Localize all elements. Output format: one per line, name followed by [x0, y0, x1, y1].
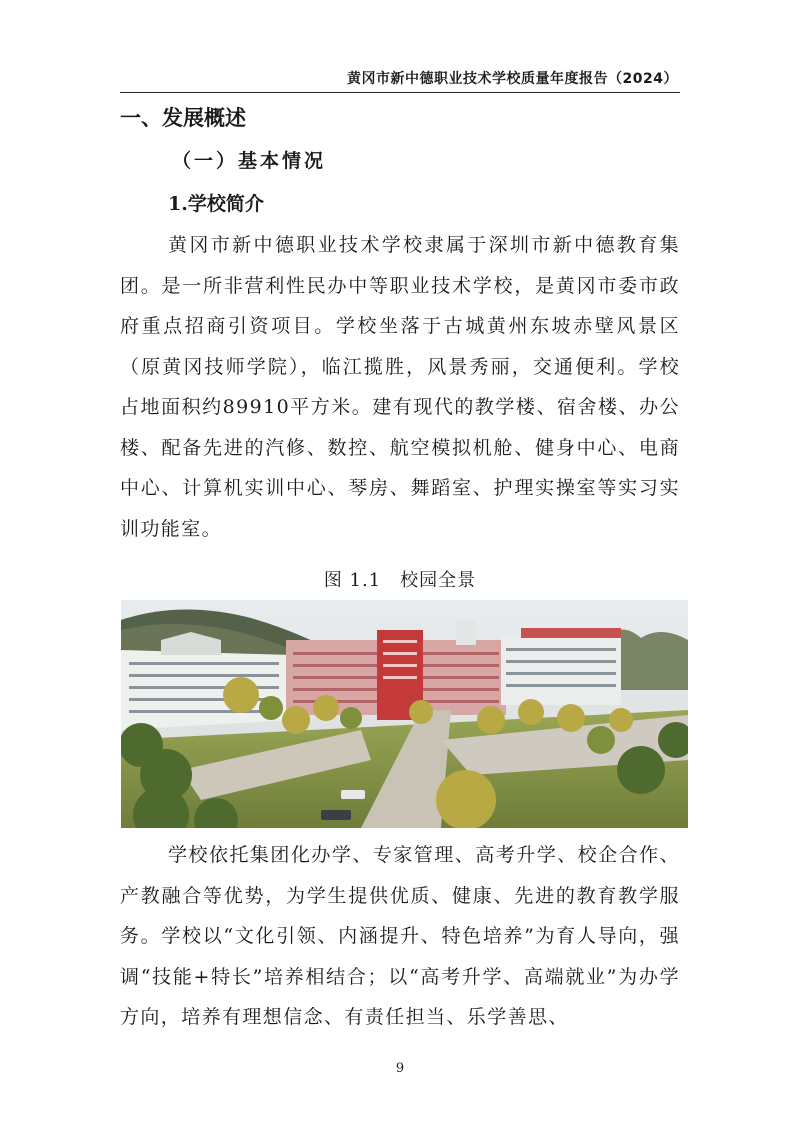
- section-heading: 一、发展概述: [120, 106, 246, 130]
- second-paragraph: 学校依托集团化办学、专家管理、高考升学、校企合作、产教融合等优势，为学生提供优质、健康、先进的教育教学服务。学校以“文化引领、内涵提升、特色培养”为育人导向，强调“技能+特长”培养相结合；以“高考升学、高端就业”为办学方向，培养有理想信念、有责任担当、乐学善思、: [120, 844, 680, 1028]
- figure-caption: 图 1.1 校园全景: [323, 570, 477, 591]
- subsection-heading: （一）基本情况: [172, 150, 327, 172]
- header-title: 黄冈市新中德职业技术学校质量年度报告（2024）: [347, 71, 678, 87]
- page-number: 9: [395, 1061, 405, 1076]
- running-header: [120, 66, 680, 93]
- campus-panorama-photo: [121, 600, 688, 828]
- subsubsection-heading: 1.学校简介: [168, 193, 264, 215]
- intro-paragraph: 黄冈市新中德职业技术学校隶属于深圳市新中德教育集团。是一所非营利性民办中等职业技术学校，是黄冈市委市政府重点招商引资项目。学校坐落于古城黄州东坡赤壁风景区（原黄冈技师学院），临江揽胜，风景秀丽，交通便利。学校占地面积约89910平方米。建有现代的教学楼、宿舍楼、办公楼、配备先进的汽修、数控、航空模拟机舱、健身中心、电商中心、计算机实训中心、琴房、舞蹈室、护理实操室等实习实训功能室。: [120, 234, 680, 540]
